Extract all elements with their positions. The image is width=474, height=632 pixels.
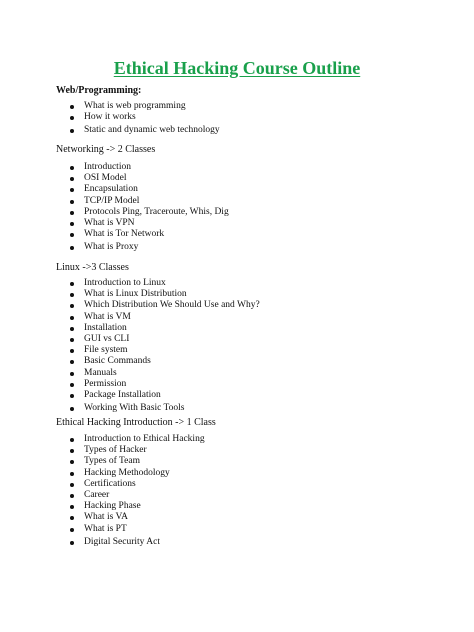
bullet-icon — [70, 327, 74, 331]
list-item: What is Tor Network — [70, 229, 229, 240]
list-item: Types of Team — [70, 456, 205, 467]
bullet-icon — [70, 166, 74, 170]
bullet-icon — [70, 211, 74, 215]
list-item: Manuals — [70, 368, 260, 379]
bullet-icon — [70, 116, 74, 120]
section-heading-linux: Linux ->3 Classes — [56, 262, 129, 273]
bullet-icon — [70, 293, 74, 297]
bullet-icon — [70, 177, 74, 181]
list-item: Working With Basic Tools — [70, 403, 260, 414]
bullet-icon — [70, 407, 74, 411]
bullet-icon — [70, 282, 74, 286]
list-item: What is Proxy — [70, 242, 229, 253]
document-title: Ethical Hacking Course Outline — [113, 58, 361, 78]
list-item: Digital Security Act — [70, 537, 205, 548]
bullet-icon — [70, 383, 74, 387]
bullet-icon — [70, 483, 74, 487]
list-item: GUI vs CLI — [70, 334, 260, 345]
bullet-icon — [70, 372, 74, 376]
section-heading-networking: Networking -> 2 Classes — [56, 144, 156, 155]
list-item: How it works — [70, 112, 220, 123]
bullet-icon — [70, 246, 74, 250]
networking-list — [70, 162, 229, 254]
section-heading-ethical-hacking-intro: Ethical Hacking Introduction -> 1 Class — [56, 417, 216, 428]
list-item: Types of Hacker — [70, 445, 205, 456]
web-programming-list — [70, 101, 220, 137]
list-item: What is Linux Distribution — [70, 289, 260, 300]
list-item: What is web programming — [70, 101, 220, 112]
list-item: OSI Model — [70, 173, 229, 184]
list-item: Career — [70, 490, 205, 501]
list-item: Introduction to Ethical Hacking — [70, 434, 205, 445]
bullet-icon — [70, 349, 74, 353]
bullet-icon — [70, 449, 74, 453]
list-item: Introduction — [70, 162, 229, 173]
bullet-icon — [70, 338, 74, 342]
bullet-icon — [70, 129, 74, 133]
list-item: Which Distribution We Should Use and Why? — [70, 300, 260, 311]
list-item: Installation — [70, 323, 260, 334]
ethical-hacking-list — [70, 434, 205, 548]
list-item: Protocols Ping, Traceroute, Whis, Dig — [70, 207, 229, 218]
list-item: Encapsulation — [70, 184, 229, 195]
linux-list — [70, 278, 260, 414]
list-item: Permission — [70, 379, 260, 390]
section-heading-web-programming: Web/Programming: — [56, 85, 142, 96]
bullet-icon — [70, 528, 74, 532]
list-item: Hacking Methodology — [70, 468, 205, 479]
bullet-icon — [70, 494, 74, 498]
list-item: Package Installation — [70, 390, 260, 401]
bullet-icon — [70, 105, 74, 109]
bullet-icon — [70, 438, 74, 442]
list-item: What is VM — [70, 312, 260, 323]
list-item: What is VA — [70, 512, 205, 523]
bullet-icon — [70, 505, 74, 509]
list-item: What is PT — [70, 524, 205, 535]
bullet-icon — [70, 516, 74, 520]
bullet-icon — [70, 360, 74, 364]
bullet-icon — [70, 222, 74, 226]
bullet-icon — [70, 541, 74, 545]
list-item: Certifications — [70, 479, 205, 490]
list-item: TCP/IP Model — [70, 196, 229, 207]
list-item: File system — [70, 345, 260, 356]
bullet-icon — [70, 304, 74, 308]
bullet-icon — [70, 200, 74, 204]
list-item: Hacking Phase — [70, 501, 205, 512]
bullet-icon — [70, 316, 74, 320]
bullet-icon — [70, 394, 74, 398]
list-item: Static and dynamic web technology — [70, 125, 220, 136]
list-item: What is VPN — [70, 218, 229, 229]
bullet-icon — [70, 188, 74, 192]
bullet-icon — [70, 460, 74, 464]
bullet-icon — [70, 233, 74, 237]
list-item: Basic Commands — [70, 356, 260, 367]
list-item: Introduction to Linux — [70, 278, 260, 289]
bullet-icon — [70, 472, 74, 476]
